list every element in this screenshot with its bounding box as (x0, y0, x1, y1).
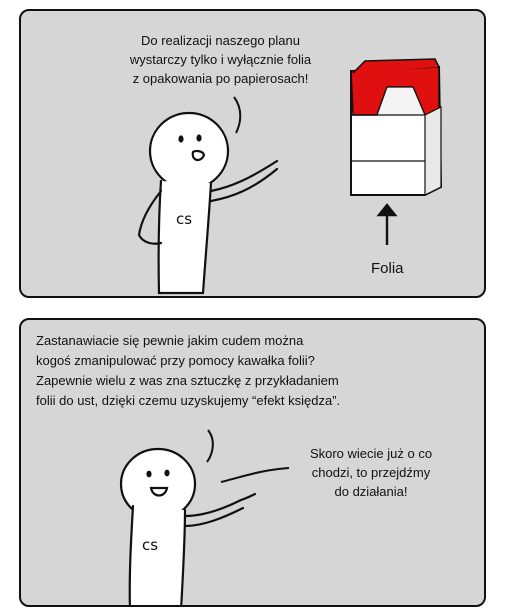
arrow-up (379, 205, 395, 245)
cigarette-pack (351, 59, 441, 195)
speech-bubble-text: Do realizacji naszego planu wystarczy tylko i wyłącznie folia z opakowania po papierosach! (129, 33, 312, 86)
arrow-label: Folia (371, 260, 404, 277)
stick-figure (121, 449, 255, 607)
speech-tail (207, 430, 213, 462)
character-shirt-label: cs (142, 536, 159, 554)
comic-panel-2 (19, 318, 486, 607)
comic-panel-1 (19, 9, 486, 298)
speech-pointer (221, 468, 289, 482)
character-shirt-label: cs (176, 210, 193, 228)
speech-tail (234, 97, 240, 133)
speech-bubble-text: Skoro wiecie już o co chodzi, to przejdźmy do działania! (309, 446, 433, 499)
narration-text: Zastanawiacie się pewnie jakim cudem można kogoś zmanipulować przy pomocy kawałka folii? Zapewnie wielu z was zna sztuczkę z przykładaniem folii do ust, dzięki czemu uzyskujemy “efekt księdza”. (36, 333, 341, 408)
stick-figure (139, 113, 277, 293)
